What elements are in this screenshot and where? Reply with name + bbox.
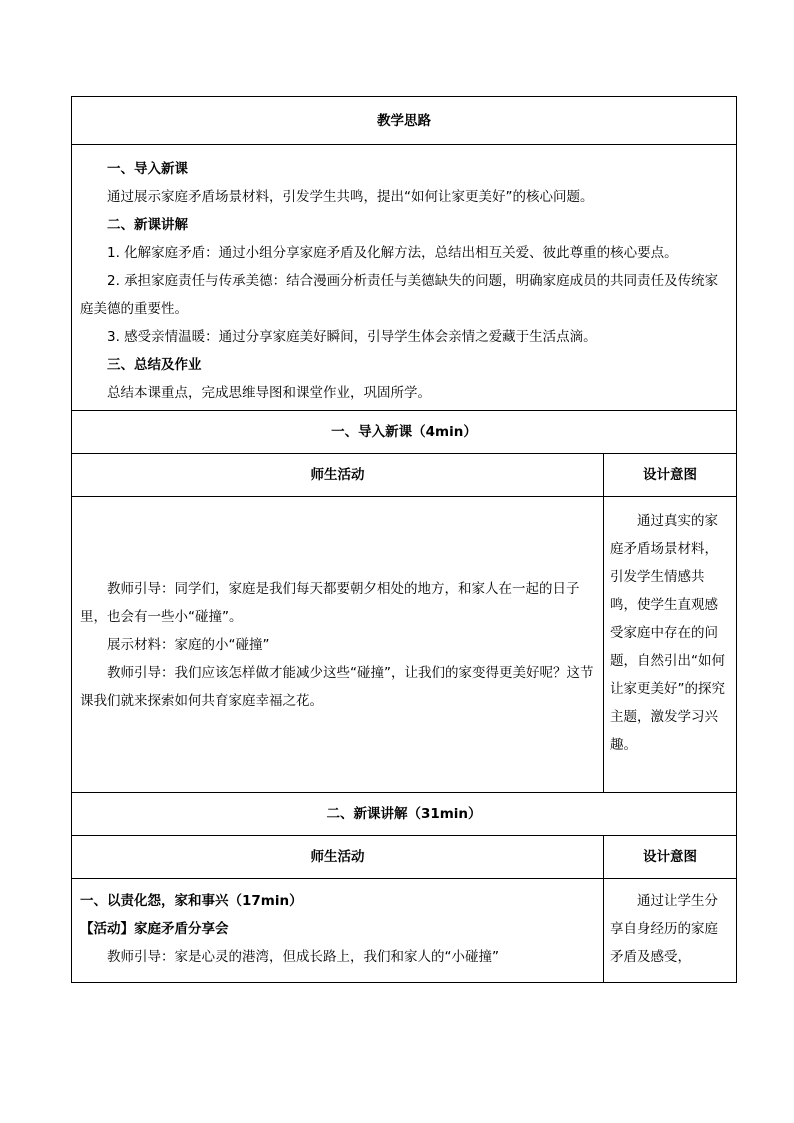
ideas-paragraph: 3. 感受亲情温暖：通过分享家庭美好瞬间，引导学生体会亲情之爱藏于生活点滴。 [107,329,597,345]
section-2-intent-column-header: 设计意图 [604,836,737,879]
activity-paragraph: 教师引导：家是心灵的港湾，但成长路上，我们和家人的“小碰撞” [107,949,499,965]
teaching-ideas-heading: 教学思路 [72,97,737,145]
ideas-section-3-heading: 三、总结及作业 [107,357,202,373]
section-1-activity-cell [72,497,604,793]
ideas-paragraph: 2. 承担家庭责任与传承美德：结合漫画分析责任与美德缺失的问题，明确家庭成员的共同责任及传统家庭美德的重要性。 [80,273,719,317]
section-2-intent-cell [604,879,737,983]
section-1-activity-column-header: 师生活动 [72,454,604,497]
section-1-heading: 一、导入新课（4min） [72,411,737,454]
section-2-activity-column-header: 师生活动 [72,836,604,879]
ideas-paragraph: 总结本课重点，完成思维导图和课堂作业，巩固所学。 [107,385,431,401]
activity-paragraph: 教师引导：同学们，家庭是我们每天都要朝夕相处的地方，和家人在一起的日子里，也会有一些小“碰撞”。 [80,580,580,625]
ideas-section-2-heading: 二、新课讲解 [107,217,188,233]
subsection-heading: 一、以责化怨，家和事兴（17min） [80,893,303,909]
ideas-section-1-heading: 一、导入新课 [107,161,188,177]
section-2-heading: 二、新课讲解（31min） [72,793,737,836]
section-1-intent-column-header: 设计意图 [604,454,737,497]
teaching-ideas-body [72,145,737,411]
intent-paragraph: 通过让学生分享自身经历的家庭矛盾及感受， [610,893,718,965]
ideas-paragraph: 通过展示家庭矛盾场景材料，引发学生共鸣，提出“如何让家更美好”的核心问题。 [107,189,594,205]
section-2-activity-cell [72,879,604,983]
activity-paragraph: 教师引导：我们应该怎样做才能减少这些“碰撞”，让我们的家变得更美好呢？这节课我们就来探索如何共育家庭幸福之花。 [80,664,594,709]
activity-title: 【活动】家庭矛盾分享会 [80,921,229,937]
lesson-plan-table [71,96,737,983]
ideas-paragraph: 1. 化解家庭矛盾：通过小组分享家庭矛盾及化解方法，总结出相互关爱、彼此尊重的核心要点。 [107,245,678,261]
activity-paragraph: 展示材料：家庭的小“碰撞” [107,636,270,653]
intent-paragraph: 通过真实的家庭矛盾场景材料，引发学生情感共鸣，使学生直观感受家庭中存在的问题，自然引出“如何让家更美好”的探究主题，激发学习兴趣。 [610,513,725,753]
section-1-intent-cell [604,497,737,793]
